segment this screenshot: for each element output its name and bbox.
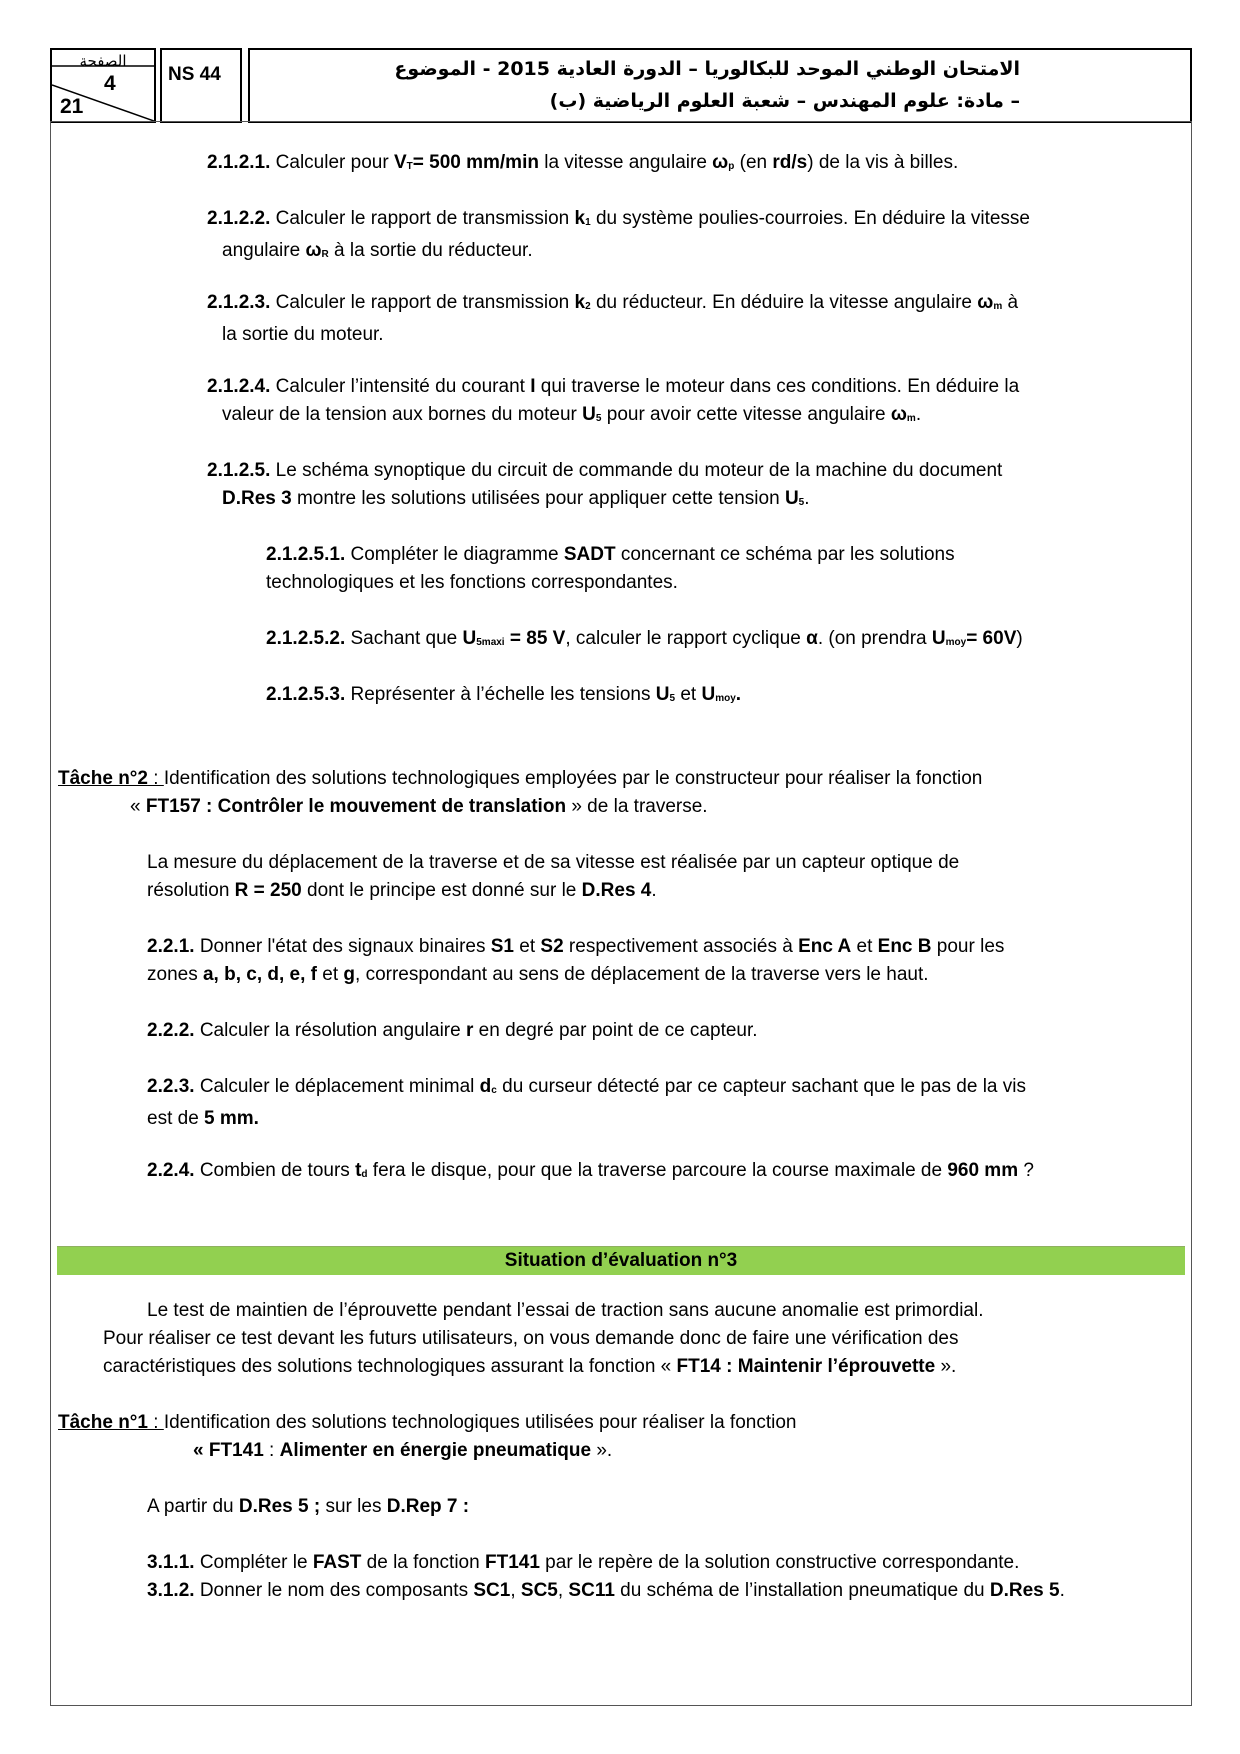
exam-title-line1: الامتحان الوطني الموحد للبكالوريا – الدورة العادية 2015 - الموضوع [394, 58, 1020, 80]
section-banner-title: Situation d’évaluation n°3 [504, 1250, 738, 1271]
task-2-label: Tâche n°2 [58, 768, 148, 789]
page-number: 4 [104, 72, 116, 95]
question-3-1-2: 3.1.2. Donner le nom des composants SC1, SC5, SC11 du schéma de l’installation pneumatique du D.Res 5. [147, 1580, 1065, 1601]
task-1-label: Tâche n°1 [58, 1412, 148, 1433]
page-frame [50, 121, 1192, 1706]
section-banner [57, 1246, 1185, 1275]
question-2-1-2-5-1: 2.1.2.5.1. Compléter le diagramme SADT concernant ce schéma par les solutions technologiques et les fonctions correspondantes. [266, 544, 955, 593]
question-2-1-2-5-3: 2.1.2.5.3. Représenter à l’échelle les tensions U5 et Umoy. [266, 684, 742, 705]
page-number-box [50, 48, 156, 123]
question-2-1-2-1: 2.1.2.1. Calculer pour VT= 500 mm/min la vitesse angulaire ωp (en rd/s) de la vis à billes. [207, 152, 959, 173]
page-label: الصفحة [79, 52, 127, 70]
situation-3-line2: Pour réaliser ce test devant les futurs utilisateurs, on vous demande donc de faire une vérification des caractéristiques des solutions technologiques assurant la fonction « FT14 : Maintenir l’éprouvette ». [103, 1328, 959, 1377]
situation-3-line1: Le test de maintien de l’éprouvette pendant l’essai de traction sans aucune anomalie est primordial. [147, 1300, 984, 1321]
task-1: Tâche n°1 : Identification des solutions technologiques utilisées pour réaliser la fonction « FT141 : Alimenter en énergie pneumatique ». [58, 1412, 797, 1461]
reference-documents: A partir du D.Res 5 ; sur les D.Rep 7 : [147, 1496, 470, 1517]
question-2-2-3: 2.2.3. Calculer le déplacement minimal dc du curseur détecté par ce capteur sachant que le pas de la vis est de 5 mm. [147, 1076, 1026, 1129]
question-2-2-1: 2.2.1. Donner l'état des signaux binaires S1 et S2 respectivement associés à Enc A et Enc B pour les zones a, b, c, d, e, f et g, correspondant au sens de déplacement de la traverse vers le haut. [147, 936, 1005, 985]
exam-title-box [248, 48, 1192, 123]
question-2-1-2-3: 2.1.2.3. Calculer le rapport de transmission k2 du réducteur. En déduire la vitesse angulaire ωm à la sortie du moteur. [207, 292, 1019, 345]
question-3-1-1: 3.1.1. Compléter le FAST de la fonction FT141 par le repère de la solution constructive correspondante. [147, 1552, 1020, 1573]
exam-code: NS 44 [168, 64, 221, 85]
task-2: Tâche n°2 : Identification des solutions technologiques employées par le constructeur pour réaliser la fonction « FT157 : Contrôler le mouvement de translation » de la traverse. [58, 768, 983, 817]
exam-code-box [160, 48, 242, 123]
question-2-1-2-4: 2.1.2.4. Calculer l’intensité du courant I qui traverse le moteur dans ces conditions. En déduire la valeur de la tension aux bornes du moteur U5 pour avoir cette vitesse angulaire ωm. [207, 376, 1020, 425]
page-total: 21 [60, 95, 84, 118]
exam-title-line2: – مادة: علوم المهندس – شعبة العلوم الرياضية (ب) [549, 90, 1020, 112]
question-2-2-4: 2.2.4. Combien de tours td fera le disque, pour que la traverse parcoure la course maximale de 960 mm ? [147, 1160, 1034, 1181]
question-2-1-2-2: 2.1.2.2. Calculer le rapport de transmission k1 du système poulies-courroies. En déduire la vitesse angulaire ωR à la sortie du réducteur. [207, 208, 1031, 261]
question-2-1-2-5-2: 2.1.2.5.2. Sachant que U5maxi = 85 V, calculer le rapport cyclique α. (on prendra Umoy= 60V) [266, 628, 1023, 649]
question-2-1-2-5: 2.1.2.5. Le schéma synoptique du circuit de commande du moteur de la machine du document D.Res 3 montre les solutions utilisées pour appliquer cette tension U5. [207, 460, 1003, 509]
question-2-2-2: 2.2.2. Calculer la résolution angulaire r en degré par point de ce capteur. [147, 1020, 758, 1041]
sensor-description: La mesure du déplacement de la traverse et de sa vitesse est réalisée par un capteur optique de résolution R = 250 dont le principe est donné sur le D.Res 4. [147, 852, 960, 901]
